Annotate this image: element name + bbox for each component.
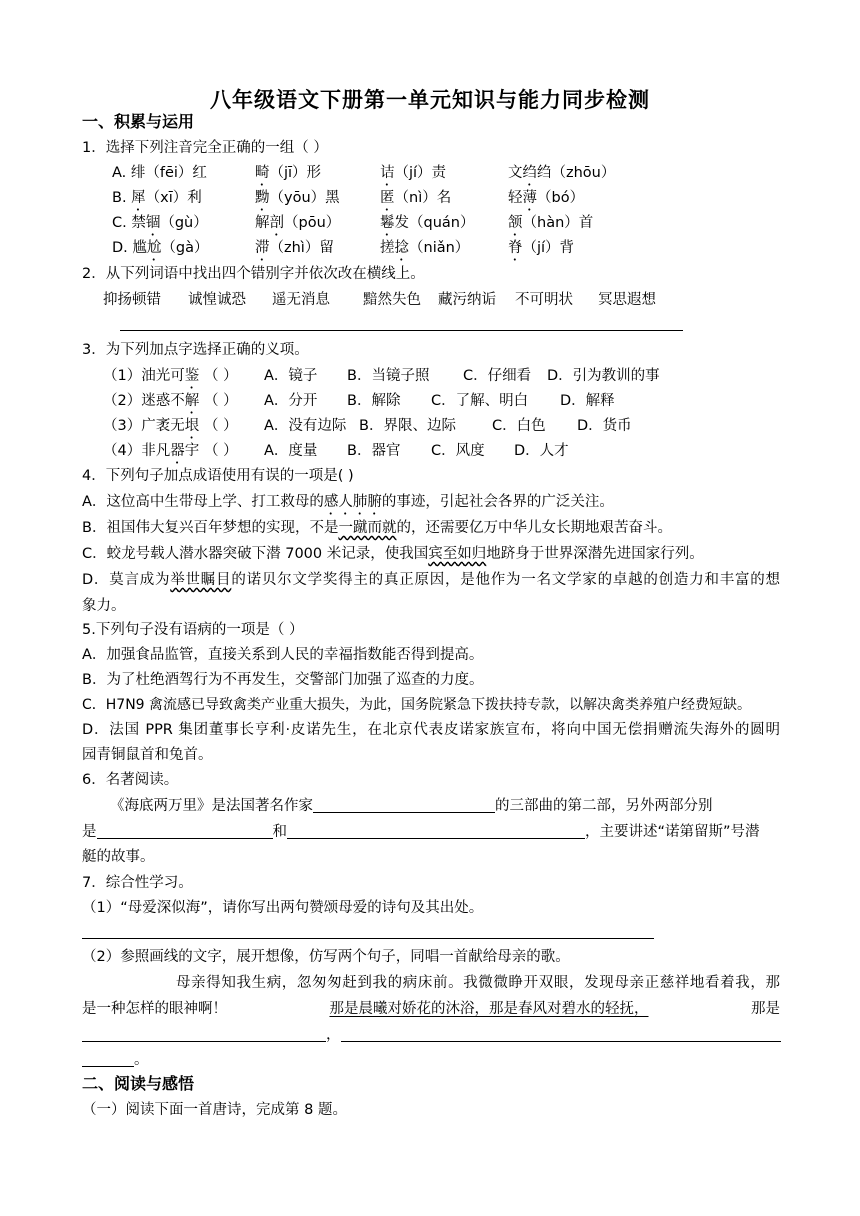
q4-option-b: B．祖国伟大复兴百年梦想的实现，不是一蹴而就的，还需要亿万中华儿女长期地艰苦奋斗。 xyxy=(82,520,672,536)
q2-word: 遥无消息 xyxy=(272,292,330,308)
question-6-stem: 6．名著阅读。 xyxy=(82,772,179,788)
q2-word: 不可明状 xyxy=(515,292,573,308)
blank-author[interactable] xyxy=(313,796,495,813)
page-title: 八年级语文下册第一单元知识与能力同步检测 xyxy=(210,88,650,112)
q1-option-d-3: 搓捻（niǎn） xyxy=(380,240,470,256)
q3-item-2-opt-c: C．了解、明白 xyxy=(431,393,529,409)
q7-passage-line4: 。 xyxy=(82,1050,149,1070)
q1-option-a-4: 文绉绉（zhōu） xyxy=(508,165,616,181)
q1-option-a-1: A. 绯（fēi）红 xyxy=(112,165,207,181)
answer-line-q2[interactable] xyxy=(120,330,683,331)
q3-item-2-label: （2）迷惑不解 xyxy=(103,393,200,409)
q2-word: 诚惶诚恐 xyxy=(188,292,246,308)
blank-book-2[interactable] xyxy=(287,822,585,839)
q3-item-1-opt-a: A．镜子 xyxy=(264,368,318,384)
q1-option-c-2: 解剖（pōu） xyxy=(255,215,341,231)
question-3-stem: 3．为下列加点字选择正确的义项。 xyxy=(82,342,309,358)
q1-option-c-3: 鬈发（quán） xyxy=(380,215,475,231)
q1-option-b-3: 匿（nì）名 xyxy=(380,190,452,206)
q6-line-1: 《海底两万里》是法国著名作家 的三部曲的第二部，另外两部分别 xyxy=(110,798,713,814)
q3-item-4-opt-a: A．度量 xyxy=(264,443,318,459)
q5-option-b: B．为了杜绝酒驾行为不再发生，交警部门加强了巡查的力度。 xyxy=(82,672,484,688)
q5-option-a: A．加强食品监管，直接关系到人民的幸福指数能否得到提高。 xyxy=(82,647,484,663)
question-1-stem: 1．选择下列注音完全正确的一组（ ） xyxy=(82,140,328,156)
blank-book-1[interactable] xyxy=(97,822,273,839)
q4-option-d-line1: D．莫言成为举世瞩目的诺贝尔文学奖得主的真正原因，是他作为一名文学家的卓越的创造力和丰富的想 xyxy=(82,572,781,588)
q3-item-4-paren[interactable]: （ ） xyxy=(204,443,238,459)
q7-passage-line1: 母亲得知我生病，忽匆匆赶到我的病床前。我微微睁开双眼，发现母亲正慈祥地看着我，那 xyxy=(176,975,780,991)
q1-option-d-2: 滞（zhì）留 xyxy=(255,240,334,256)
q3-item-3-opt-c: C．白色 xyxy=(492,418,546,434)
q5-option-d-line2: 园青铜鼠首和兔首。 xyxy=(82,747,213,763)
section-heading-2: 二、阅读与感悟 xyxy=(82,1074,195,1093)
q3-item-4-opt-b: B．器官 xyxy=(347,443,401,459)
q2-word: 藏污纳诟 xyxy=(438,292,496,308)
blank-imitation-2[interactable] xyxy=(341,1025,781,1042)
q1-option-a-2: 畸（jī）形 xyxy=(255,165,322,181)
q3-item-2-paren[interactable]: （ ） xyxy=(204,393,238,409)
q1-option-d-4: 脊（jí）背 xyxy=(508,240,575,256)
q3-item-1-label: （1）油光可鉴 xyxy=(103,368,200,384)
answer-line-q7-1[interactable] xyxy=(82,938,654,939)
q3-item-1-paren[interactable]: （ ） xyxy=(204,368,238,384)
q3-item-2-opt-b: B．解除 xyxy=(347,393,401,409)
blank-imitation-1[interactable] xyxy=(82,1025,326,1042)
q1-option-d-1: D. 尴尬（gà） xyxy=(112,240,209,256)
q3-item-4-opt-c: C．风度 xyxy=(431,443,485,459)
q1-option-a-3: 诘（jí）责 xyxy=(380,165,447,181)
q3-item-4-label: （4）非凡器宇 xyxy=(103,443,200,459)
q3-item-1-opt-c: C．仔细看 xyxy=(463,368,532,384)
q7-passage-line3: ， xyxy=(82,1025,781,1045)
question-4-stem: 4．下列句子加点成语使用有误的一项是( ) xyxy=(82,468,354,484)
question-7-stem: 7．综合性学习。 xyxy=(82,875,193,891)
q5-option-c: C．H7N9 禽流感已导致禽类产业重大损失，为此，国务院紧急下拨扶持专款，以解决禽类养殖户经费短缺。 xyxy=(82,697,752,713)
q4-option-c: C．蛟龙号载人潜水器突破下潜 7000 米记录，使我国宾至如归地跻身于世界深潜先进国家行列。 xyxy=(82,546,704,562)
q2-word: 冥思遐想 xyxy=(598,292,656,308)
q4-option-a: A．这位高中生带母上学、打工救母的感人肺腑的事迹，引起社会各界的广泛关注。 xyxy=(82,494,614,510)
reading-intro: （一）阅读下面一首唐诗，完成第 8 题。 xyxy=(82,1102,347,1118)
q5-option-d-line1: D．法国 PPR 集团董事长亨利·皮诺先生，在北京代表皮诺家族宣布，将向中国无偿捐赠流失海外的圆明 xyxy=(82,722,780,738)
question-5-stem: 5.下列句子没有语病的一项是（ ） xyxy=(82,622,304,638)
q3-item-2-opt-d: D．解释 xyxy=(560,393,615,409)
q7-passage-line2: 是一种怎样的眼神啊！ 那是晨曦对娇花的沐浴，那是春风对碧水的轻抚， 那是 xyxy=(82,1001,780,1017)
q4-option-d-line2: 象力。 xyxy=(82,598,126,614)
q2-word: 抑扬顿错 xyxy=(103,292,161,308)
blank-imitation-3[interactable] xyxy=(82,1050,134,1067)
q7-part-2: （2）参照画线的文字，展开想像，仿写两个句子，同唱一首献给母亲的歌。 xyxy=(82,949,570,965)
q1-option-b-4: 轻薄（bó） xyxy=(508,190,585,206)
q3-item-2-opt-a: A．分开 xyxy=(264,393,318,409)
q1-option-b-2: 黝（yōu）黑 xyxy=(255,190,340,206)
q1-option-b-1: B. 犀（xī）利 xyxy=(112,190,202,206)
q1-option-c-4: 颔（hàn）首 xyxy=(508,215,594,231)
q3-item-3-opt-d: D．货币 xyxy=(577,418,632,434)
q3-item-4-opt-d: D．人才 xyxy=(514,443,569,459)
q3-item-3-opt-b: B．界限、边际 xyxy=(359,418,456,434)
q1-option-c-1: C. 禁锢（gù） xyxy=(112,215,208,231)
section-heading-1: 一、积累与运用 xyxy=(82,112,195,131)
q3-item-1-opt-b: B．当镜子照 xyxy=(347,368,430,384)
q2-word: 黯然失色 xyxy=(363,292,421,308)
q3-item-3-paren[interactable]: （ ） xyxy=(204,418,238,434)
question-2-stem: 2．从下列词语中找出四个错别字并依次改在横线上。 xyxy=(82,266,425,282)
q6-line-2: 是 和 ，主要讲述“诺第留斯”号潜 xyxy=(82,824,760,840)
q3-item-1-opt-d: D．引为教训的事 xyxy=(547,368,660,384)
q3-item-3-opt-a: A．没有边际 xyxy=(264,418,347,434)
q6-line-3: 艇的故事。 xyxy=(82,849,155,865)
q3-item-3-label: （3）广袤无垠 xyxy=(103,418,200,434)
q7-part-1: （1）“母爱深似海”，请你写出两句赞颂母爱的诗句及其出处。 xyxy=(82,900,484,916)
